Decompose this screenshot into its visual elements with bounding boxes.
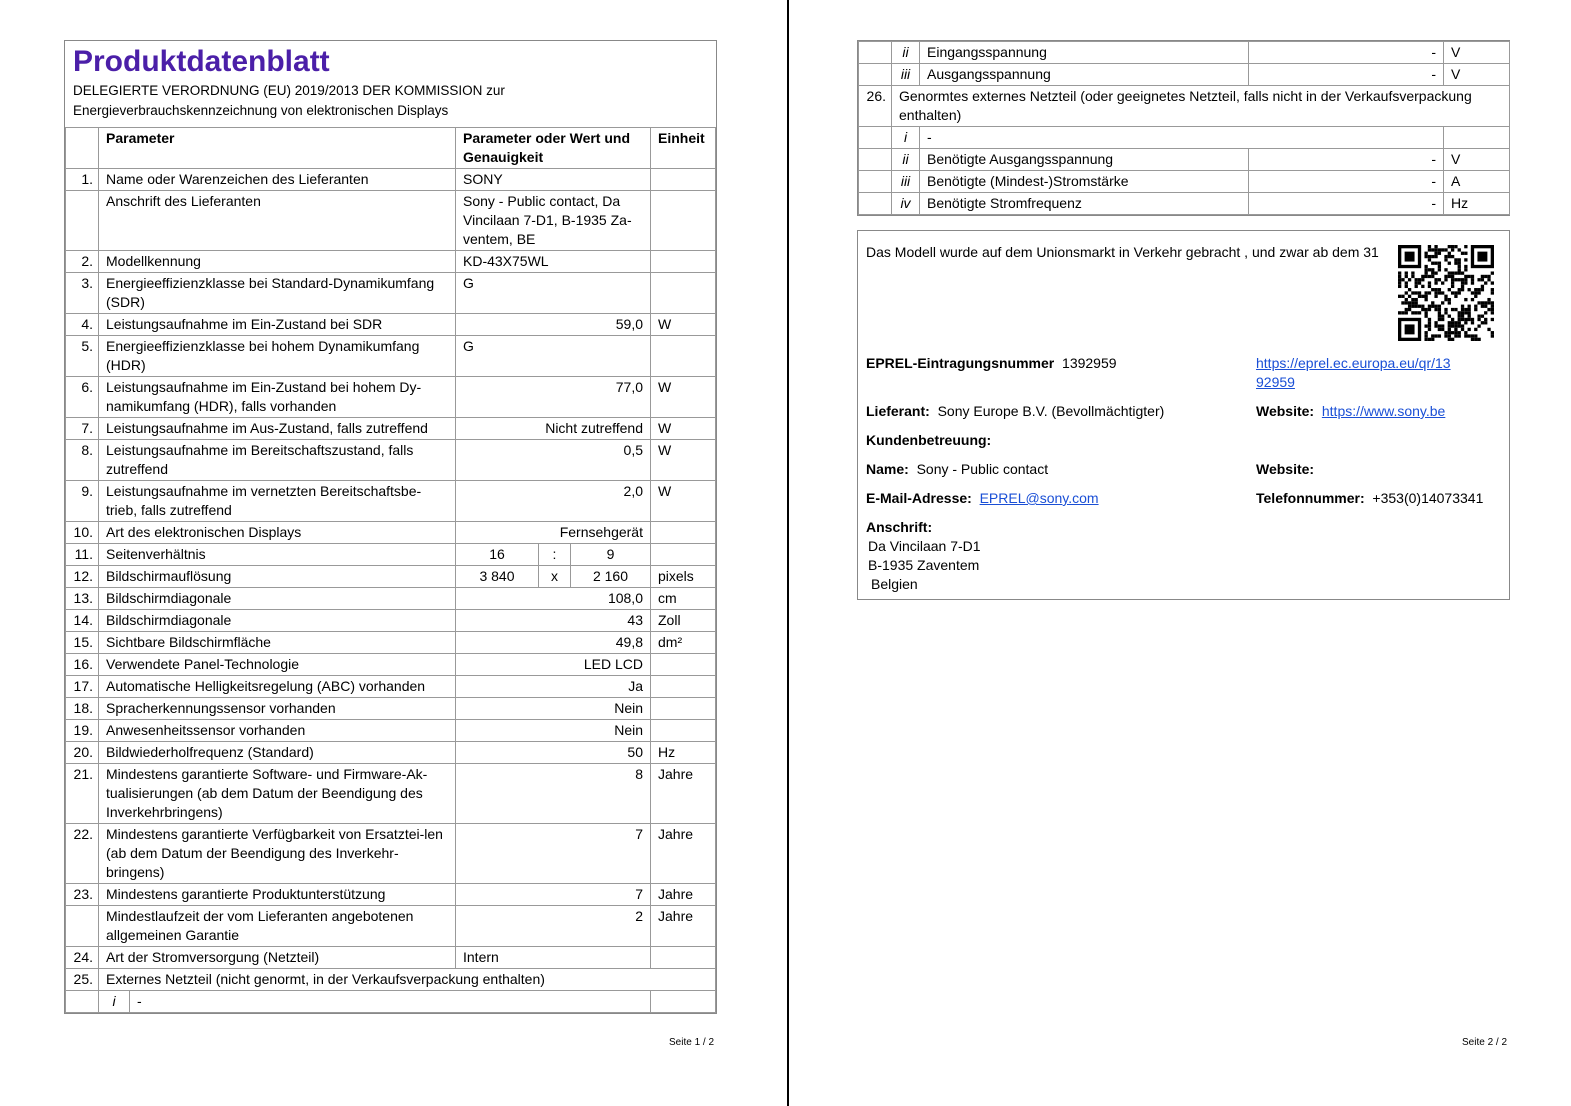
row-value: 43: [456, 610, 651, 632]
row-number: 6.: [66, 377, 99, 418]
row-index: iii: [892, 171, 920, 193]
row-unit: W: [651, 440, 716, 481]
table-row: [859, 42, 1510, 64]
row-parameter: Energieeffizienzklasse bei Standard-Dynamikumfang (SDR): [99, 273, 456, 314]
row-index: ii: [892, 149, 920, 171]
row-value: -: [1249, 171, 1444, 193]
row-parameter: Automatische Helligkeitsregelung (ABC) vorhanden: [99, 676, 456, 698]
row-value: 77,0: [456, 377, 651, 418]
row-value: 8: [456, 764, 651, 824]
row-parameter: Name oder Warenzeichen des Lieferanten: [99, 169, 456, 191]
row-number: [66, 191, 99, 251]
row-parameter: Mindestens garantierte Produktunterstützung: [99, 884, 456, 906]
row-parameter: Leistungsaufnahme im Aus-Zustand, falls zutreffend: [99, 418, 456, 440]
row-unit: W: [651, 314, 716, 336]
table-row: [66, 632, 716, 654]
row-value: Nein: [456, 698, 651, 720]
row-unit: [651, 191, 716, 251]
table-row: [66, 588, 716, 610]
row-unit: [651, 720, 716, 742]
table-row: [66, 654, 716, 676]
table-row: [66, 764, 716, 824]
row-value: Nicht zutreffend: [456, 418, 651, 440]
row-value: -: [1249, 149, 1444, 171]
row-number: 3.: [66, 273, 99, 314]
supplier-label: Lieferant:: [866, 403, 930, 419]
row-parameter: Anwesenheitssensor vorhanden: [99, 720, 456, 742]
row-parameter: Bildschirmdiagonale: [99, 610, 456, 632]
row-unit: Hz: [1444, 193, 1510, 215]
row-unit: W: [651, 481, 716, 522]
address-line-2: B-1935 Zaventem: [868, 557, 980, 573]
row-index: ii: [892, 42, 920, 64]
row-number: [66, 906, 99, 947]
table-row: [859, 171, 1510, 193]
row-number: 19.: [66, 720, 99, 742]
row-number: 14.: [66, 610, 99, 632]
row-value: 7: [456, 884, 651, 906]
row-value: Sony - Public contact, Da Vincilaan 7-D1, B-1935 Za-ventem, BE: [456, 191, 651, 251]
page-number-1: Seite 1 / 2: [669, 1037, 715, 1048]
row-parameter: Mindestlaufzeit der vom Lieferanten angebotenen allgemeinen Garantie: [99, 906, 456, 947]
row-number: 4.: [66, 314, 99, 336]
table-row: [66, 884, 716, 906]
row-parameter: Spracherkennungssensor vorhanden: [99, 698, 456, 720]
row-unit: Jahre: [651, 906, 716, 947]
address-label: Anschrift:: [866, 519, 933, 535]
row-parameter: Verwendete Panel-Technologie: [99, 654, 456, 676]
row-number: 13.: [66, 588, 99, 610]
row-number: 17.: [66, 676, 99, 698]
row-parameter: Leistungsaufnahme im vernetzten Bereitschaftsbe-trieb, falls zutreffend: [99, 481, 456, 522]
row-parameter: Benötigte Ausgangsspannung: [920, 149, 1249, 171]
row-value: 0,5: [456, 440, 651, 481]
row-number: 21.: [66, 764, 99, 824]
row-parameter: Modellkennung: [99, 251, 456, 273]
row-parameter: Leistungsaufnahme im Bereitschaftszustand, falls zutreffend: [99, 440, 456, 481]
row-number: 18.: [66, 698, 99, 720]
row-unit: V: [1444, 42, 1510, 64]
row-value: Nein: [456, 720, 651, 742]
page-2-table: [857, 40, 1510, 216]
page-number-2: Seite 2 / 2: [1462, 1037, 1508, 1048]
table-row: [859, 193, 1510, 215]
table-row: [66, 676, 716, 698]
table-row: [859, 64, 1510, 86]
row-parameter: Mindestens garantierte Software- und Firmware-Ak-tualisierungen (ab dem Datum der Beendigung des Inverkehrbringens): [99, 764, 456, 824]
website2-label: Website:: [1256, 461, 1315, 477]
phone-value: +353(0)14073341: [1372, 490, 1484, 506]
header-value: Parameter oder Wert und Genauigkeit: [456, 128, 651, 169]
power-supply-table: [858, 41, 1510, 215]
row-unit: [651, 251, 716, 273]
row-unit: W: [651, 418, 716, 440]
table-row: [66, 742, 716, 764]
table-row: [859, 149, 1510, 171]
row-number: 20.: [66, 742, 99, 764]
row-unit: Jahre: [651, 884, 716, 906]
row-parameter: Energieeffizienzklasse bei hohem Dynamikumfang (HDR): [99, 336, 456, 377]
email-link[interactable]: EPREL@sony.com: [979, 490, 1099, 506]
row-number: 15.: [66, 632, 99, 654]
row-parameter: Bildwiederholfrequenz (Standard): [99, 742, 456, 764]
row-value: 50: [456, 742, 651, 764]
table-row: [66, 720, 716, 742]
row-unit: dm²: [651, 632, 716, 654]
row-number: 9.: [66, 481, 99, 522]
row-unit: [651, 522, 716, 544]
table-row: [66, 481, 716, 522]
supplier-value: Sony Europe B.V. (Bevollmächtigter): [937, 403, 1165, 419]
row-parameter: Ausgangsspannung: [920, 64, 1249, 86]
row-unit: V: [1444, 64, 1510, 86]
row-unit: [651, 654, 716, 676]
customer-service-label: Kundenbetreuung:: [866, 432, 992, 448]
row-value: Ja: [456, 676, 651, 698]
table-row: [66, 377, 716, 418]
eprel-link[interactable]: https://eprel.ec.europa.eu/qr/13: [1256, 355, 1451, 371]
row-parameter: Eingangsspannung: [920, 42, 1249, 64]
table-row: 25. Externes Netzteil (nicht genormt, in der Verkaufsverpackung enthalten): [66, 969, 716, 991]
table-row: 12. Bildschirmauflösung 3 840 x 2 160 pixels: [66, 566, 716, 588]
address-line-3: Belgien: [871, 576, 918, 592]
row-value: 2: [456, 906, 651, 947]
subtitle-line-1: DELEGIERTE VERORDNUNG (EU) 2019/2013 DER KOMMISSION zur: [73, 83, 505, 98]
row-unit: [651, 698, 716, 720]
table-row: i -: [66, 991, 716, 1013]
subtitle-line-2: Energieverbrauchskennzeichnung von elektronischen Displays: [73, 103, 449, 118]
eprel-link-cont[interactable]: 92959: [1256, 374, 1295, 390]
row-value: SONY: [456, 169, 651, 191]
page-title: Produktdatenblatt: [73, 45, 330, 78]
table-row: [66, 336, 716, 377]
row-number: 8.: [66, 440, 99, 481]
table-row: [66, 418, 716, 440]
row-number: 10.: [66, 522, 99, 544]
address-line-1: Da Vincilaan 7-D1: [868, 538, 981, 554]
row-index: iv: [892, 193, 920, 215]
row-parameter: Sichtbare Bildschirmfläche: [99, 632, 456, 654]
row-value: 7: [456, 824, 651, 884]
row-value: -: [1249, 193, 1444, 215]
table-row: [66, 251, 716, 273]
name-value: Sony - Public contact: [916, 461, 1049, 477]
row-unit: Jahre: [651, 764, 716, 824]
row-value: 49,8: [456, 632, 651, 654]
table-row: [66, 314, 716, 336]
table-row: [66, 698, 716, 720]
table-row: [66, 440, 716, 481]
email-label: E-Mail-Adresse:: [866, 490, 972, 506]
website-link[interactable]: https://www.sony.be: [1321, 403, 1446, 419]
website-label: Website:: [1256, 403, 1315, 419]
header-parameter: Parameter: [99, 128, 456, 169]
row-value: 108,0: [456, 588, 651, 610]
row-number: 1.: [66, 169, 99, 191]
row-parameter: Leistungsaufnahme im Ein-Zustand bei SDR: [99, 314, 456, 336]
row-unit: [651, 336, 716, 377]
model-info-box: [857, 230, 1510, 600]
row-number: 22.: [66, 824, 99, 884]
row-parameter: Mindestens garantierte Verfügbarkeit von Ersatztei-len (ab dem Datum der Beendigung des Inverkehr-bringens): [99, 824, 456, 884]
row-parameter: Anschrift des Lieferanten: [99, 191, 456, 251]
page-1-sheet: [64, 40, 717, 1014]
header-unit: Einheit: [651, 128, 716, 169]
phone-label: Telefonnummer:: [1256, 490, 1365, 506]
row-parameter: Benötigte Stromfrequenz: [920, 193, 1249, 215]
row-value: LED LCD: [456, 654, 651, 676]
product-data-table: [65, 127, 716, 1013]
row-unit: W: [651, 377, 716, 418]
row-unit: cm: [651, 588, 716, 610]
row-unit: Jahre: [651, 824, 716, 884]
eprel-value: 1392959: [1062, 355, 1117, 371]
table-row: [66, 522, 716, 544]
page-1-header: [65, 41, 716, 127]
table-row: [66, 273, 716, 314]
row-parameter: Leistungsaufnahme im Ein-Zustand bei hohem Dy-namikumfang (HDR), falls vorhanden: [99, 377, 456, 418]
eprel-label: EPREL-Eintragungsnummer: [866, 355, 1055, 371]
row-number: 16.: [66, 654, 99, 676]
market-text: Das Modell wurde auf dem Unionsmarkt in Verkehr gebracht , und zwar ab dem 31: [866, 244, 1379, 260]
row-value: -: [1249, 42, 1444, 64]
qr-code-icon[interactable]: [1398, 245, 1494, 341]
row-value: 59,0: [456, 314, 651, 336]
table-row: [66, 169, 716, 191]
row-unit: Zoll: [651, 610, 716, 632]
row-unit: [651, 676, 716, 698]
page-divider: [787, 0, 789, 1106]
table-header-row: [66, 128, 716, 169]
table-row: 24. Art der Stromversorgung (Netzteil) Intern: [66, 947, 716, 969]
row-value: G: [456, 273, 651, 314]
table-row: i -: [859, 127, 1510, 149]
row-parameter: Bildschirmdiagonale: [99, 588, 456, 610]
table-row: 11. Seitenverhältnis 16 : 9: [66, 544, 716, 566]
row-unit: A: [1444, 171, 1510, 193]
row-unit: Hz: [651, 742, 716, 764]
table-row: [66, 824, 716, 884]
row-index: iii: [892, 64, 920, 86]
name-label: Name:: [866, 461, 909, 477]
row-number: 5.: [66, 336, 99, 377]
row-value: -: [1249, 64, 1444, 86]
table-row: [66, 610, 716, 632]
row-parameter: Benötigte (Mindest-)Stromstärke: [920, 171, 1249, 193]
table-row: 26. Genormtes externes Netzteil (oder geeignetes Netzteil, falls nicht in der Verkaufsverpackung enthalten): [859, 86, 1510, 127]
table-row: [66, 906, 716, 947]
row-parameter: Art des elektronischen Displays: [99, 522, 456, 544]
row-unit: [651, 169, 716, 191]
row-number: 2.: [66, 251, 99, 273]
row-number: 23.: [66, 884, 99, 906]
row-unit: V: [1444, 149, 1510, 171]
row-value: Fernsehgerät: [456, 522, 651, 544]
row-value: G: [456, 336, 651, 377]
row-value: KD-43X75WL: [456, 251, 651, 273]
table-row: [66, 191, 716, 251]
row-value: 2,0: [456, 481, 651, 522]
row-number: 7.: [66, 418, 99, 440]
row-unit: [651, 273, 716, 314]
